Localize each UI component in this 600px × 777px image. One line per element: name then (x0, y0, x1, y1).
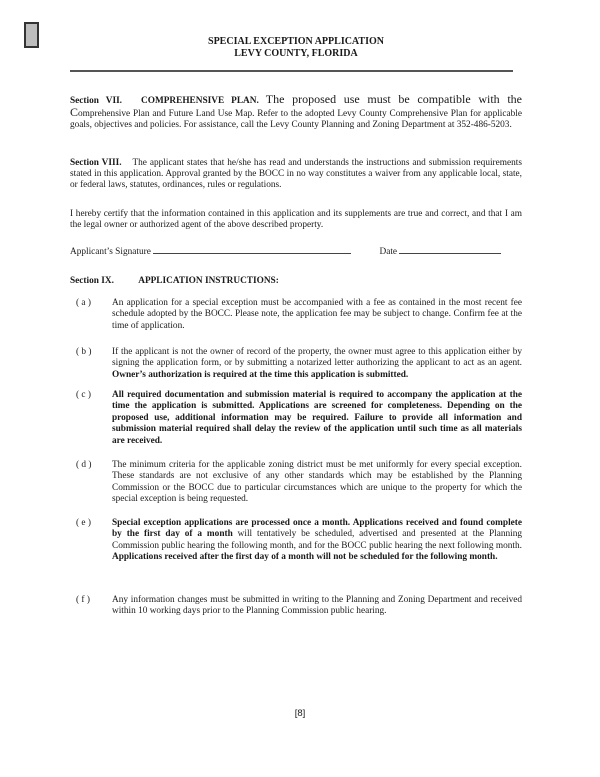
signature-row (70, 245, 522, 258)
section-9-title: APPLICATION INSTRUCTIONS: (138, 276, 279, 286)
section-8-text: The applicant states that he/she has read and understands the instructions and submission requirements stated in this application. Approval granted by the BOCC in no way constitutes a waiver from any applicable local, state, or federal laws, statutes, ordinances, rules or regulations. (70, 158, 522, 191)
item-d-label: ( d ) (76, 460, 92, 470)
section-7-label: Section VII. (70, 96, 123, 106)
date-label: Date (379, 247, 398, 257)
section-9-label: Section IX. (70, 276, 114, 286)
item-f-text: Any information changes must be submitted in writing to the Planning and Zoning Department and received within 10 working days prior to the Planning Commission public hearing. (112, 595, 522, 617)
item-b-label: ( b ) (76, 347, 92, 357)
item-a-label: ( a ) (76, 298, 91, 308)
instruction-item-c (70, 390, 522, 447)
instruction-item-f (70, 595, 522, 618)
item-f-label: ( f ) (76, 595, 90, 605)
item-c-label: ( c ) (76, 390, 91, 400)
item-d-text: The minimum criteria for the applicable zoning district must be met uniformly for every special exception. These standards are not exclusive of any other standards which may be established by the Planning Commission or the BOCC due to particular circumstances which are unique to the property for which the special exception is being requested. (112, 460, 522, 505)
page-number: [8] (294, 708, 306, 719)
item-e-label: ( e ) (76, 518, 91, 528)
section-7 (70, 94, 522, 132)
item-b-text: If the applicant is not the owner of record of the property, the owner must agree to this application either by signing the application form, or by submitting a notarized letter authorizing the applicant to act as an agent. (112, 347, 522, 369)
header-divider (70, 70, 513, 72)
section-7-lead: The proposed use must be compatible with the C (70, 92, 522, 120)
section-8 (70, 158, 522, 192)
instruction-item-e (70, 518, 522, 564)
header-title: SPECIAL EXCEPTION APPLICATION (208, 36, 384, 47)
header-county: LEVY COUNTY, FLORIDA (234, 48, 358, 59)
item-e-bold-1: Special exception applications are processed once a month. Applications received and found complete by the first day of a month (112, 518, 522, 540)
section-7-text: omprehensive Plan and Future Land Use Map. Refer to the adopted Levy County Comprehensive Plan for applicable goals, objectives and policies. For assistance, call the Levy County Planning and Zoning Department at 352-486-5203. (70, 109, 522, 131)
section-8-label: Section VIII. (70, 158, 122, 168)
item-b-bold: Owner’s authorization is required at the time this application is submitted. (112, 369, 409, 380)
item-c-text: All required documentation and submission material is required to accompany the application at the time the application is submitted. Applications are screened for completeness. Depending on the proposed use, additional information may be required. Failure to provide all information and submission material required shall delay the review of the application until such time as all materials are received. (112, 390, 522, 446)
date-field[interactable] (399, 245, 501, 254)
certification-statement: I hereby certify that the information contained in this application and its supplements are true and correct, and that I am the legal owner or authorized agent of the above described property. (70, 209, 522, 231)
signature-label: Applicant’s Signature (70, 247, 151, 257)
instruction-item-a (70, 298, 522, 332)
signature-field[interactable] (153, 245, 351, 254)
item-e-bold-2: Applications received after the first day of a month will not be scheduled for the following month. (112, 552, 498, 563)
section-7-title: COMPREHENSIVE PLAN. (141, 96, 259, 106)
item-a-text: An application for a special exception must be accompanied with a fee as contained in the most recent fee schedule adopted by the BOCC. Please note, the application fee may be subject to change. Confirm fee at the time of application. (112, 298, 522, 331)
item-e-text: will tentatively be scheduled, advertised and presented at the Planning Commission public hearing the following month, and for the BOCC public hearing the next following month. (112, 529, 523, 551)
corner-marker (24, 22, 39, 48)
document-header (70, 36, 522, 60)
section-9-heading (70, 276, 279, 286)
instruction-item-d (70, 460, 522, 506)
instruction-item-b (70, 347, 522, 381)
